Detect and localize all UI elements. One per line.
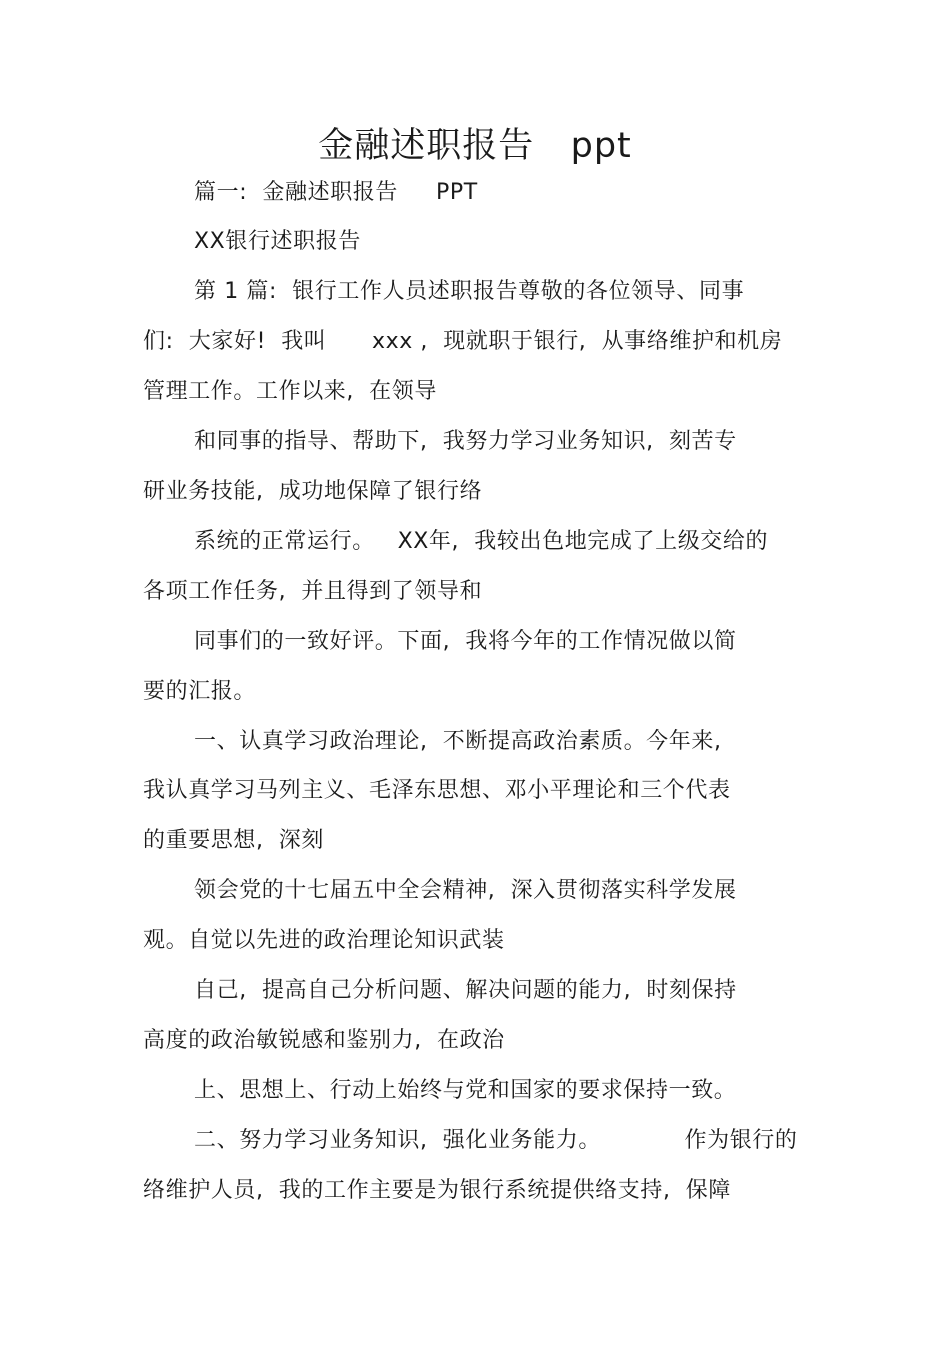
paragraph-line: 一、认真学习政治理论, 不断提高政治素质。今年来, (194, 729, 722, 754)
paragraph-line: 各项工作任务, 并且得到了领导和 (143, 579, 483, 604)
paragraph-line: 同事们的一致好评。下面, 我将今年的工作情况做以简 (194, 629, 737, 654)
paragraph-line: 和同事的指导、帮助下, 我努力学习业务知识, 刻苦专 (194, 429, 737, 454)
paragraph-line: 要的汇报。 (143, 679, 257, 704)
paragraph-line: 我认真学习马列主义、毛泽东思想、邓小平理论和三个代表 (143, 778, 731, 803)
paragraph-line: 系统的正常运行。 XX年, 我较出色地完成了上级交给的 (194, 529, 769, 554)
document-title: 金融述职报告 ppt (318, 126, 632, 166)
paragraph-line: 第 1 篇: 银行工作人员述职报告尊敬的各位领导、同事 (194, 279, 745, 304)
paragraph-line: 们: 大家好! 我叫 xxx , 现就职于银行, 从事络维护和机房 (143, 329, 783, 354)
paragraph-line: 络维护人员, 我的工作主要是为银行系统提供络支持, 保障 (143, 1178, 731, 1203)
paragraph-line: 领会党的十七届五中全会精神, 深入贯彻落实科学发展 (194, 878, 737, 903)
paragraph-line: 管理工作。工作以来, 在领导 (143, 379, 437, 404)
paragraph-line: 篇一: 金融述职报告 PPT (194, 180, 478, 205)
paragraph-line: 高度的政治敏锐感和鉴别力, 在政治 (143, 1028, 505, 1053)
paragraph-line: 研业务技能, 成功地保障了银行络 (143, 479, 483, 504)
paragraph-line: XX银行述职报告 (194, 229, 361, 254)
paragraph-line: 观。自觉以先进的政治理论知识武装 (143, 928, 505, 953)
paragraph-line: 上、思想上、行动上始终与党和国家的要求保持一致。 (194, 1078, 737, 1103)
paragraph-line: 的重要思想, 深刻 (143, 828, 324, 853)
paragraph-line: 二、努力学习业务知识, 强化业务能力。 作为银行的 (194, 1128, 798, 1153)
paragraph-line: 自己, 提高自己分析问题、解决问题的能力, 时刻保持 (194, 978, 737, 1003)
